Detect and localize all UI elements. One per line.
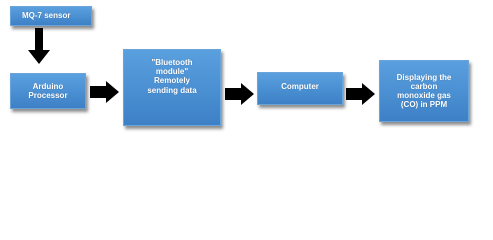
arrow-arduino-to-bluetooth	[90, 81, 119, 103]
arduino-processor-label: Arduino Processor	[28, 81, 68, 100]
arduino-processor-node	[10, 73, 86, 109]
mq7-sensor-label: MQ-7 sensor	[22, 11, 71, 21]
arrow-bluetooth-to-computer	[225, 83, 254, 105]
computer-label: Computer	[281, 82, 319, 91]
computer-node	[257, 72, 343, 105]
display-co-node	[379, 60, 469, 122]
mq7-sensor-node	[10, 6, 92, 26]
arrow-sensor-to-arduino	[28, 28, 50, 64]
display-co-label: Displaying the carbon monoxide gas (CO) in PPM	[396, 72, 452, 110]
bluetooth-module-label: "Bluetooth module" Remotely sending data	[147, 58, 197, 95]
bluetooth-module-node	[123, 49, 221, 126]
arrow-computer-to-display	[346, 83, 375, 105]
